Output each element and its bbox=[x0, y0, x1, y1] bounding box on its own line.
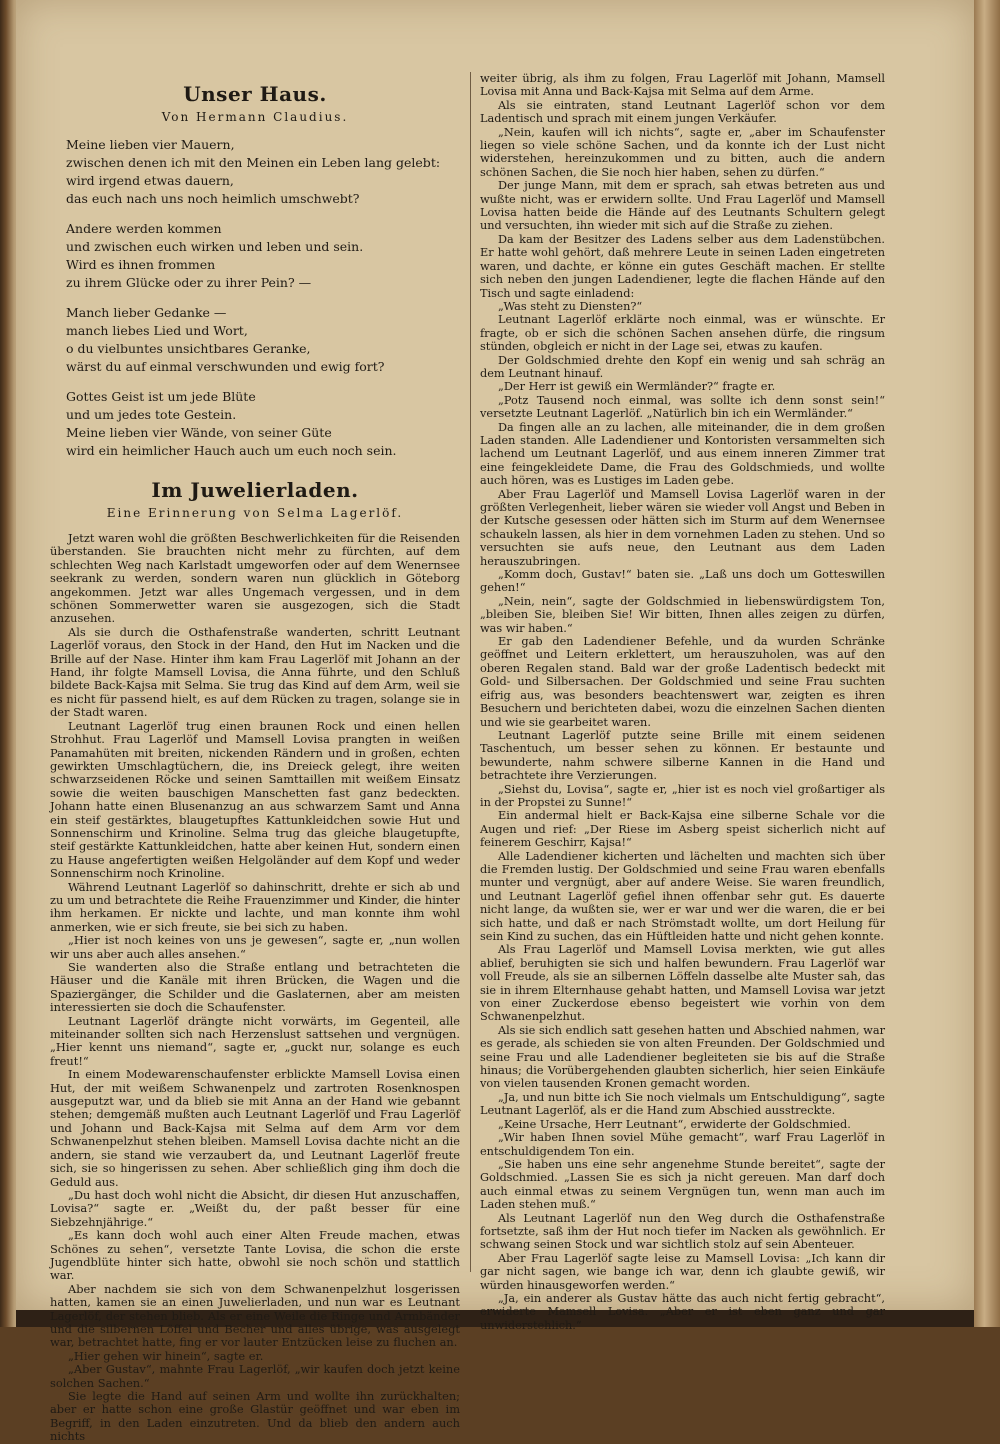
story-text-right bbox=[480, 72, 885, 1332]
story-paragraph: Aber Frau Lagerlöf und Mamsell Lovisa Lagerlöf waren in der größten Verlegenheit, lieber wären sie wieder voll Angst und Beben in der Kutsche gesessen oder hätten sich im Sturm auf dem Wenernsee schaukeln lassen, als hier in dem vornehmen Laden zu stehen. Und so versuchten sie aufs neue, den Leutnant aus dem Laden herauszubringen. bbox=[480, 487, 885, 568]
poem-line: Meine lieben vier Mauern, bbox=[66, 137, 235, 152]
poem-title: Unser Haus. bbox=[183, 82, 327, 106]
poem-line: manch liebes Lied und Wort, bbox=[66, 323, 248, 338]
poem-line: wärst du auf einmal verschwunden und ewig fort? bbox=[66, 359, 385, 374]
story-paragraph: In einem Modewarenschaufenster erblickte Mamsell Lovisa einen Hut, der mit weißem Schwanenpelz und zartroten Rosenknospen ausgeputzt war, und da blieb sie mit Anna an der Hand wie gebannt stehen; demgemäß mußten auch Leutnant Lagerlöf und Frau Lagerlöf und Johann und Back-Kajsa mit Selma auf dem Arm vor dem Schwanenpelzhut stehen bleiben. Mamsell Lovisa dachte nicht an die andern, sie stand wie verzaubert da, und Leutnant Lagerlöf freute sich, sie so hingerissen zu sehen. Aber schließlich ging ihm doch die Geduld aus. bbox=[50, 1067, 460, 1189]
story-paragraph: Der junge Mann, mit dem er sprach, sah etwas betreten aus und wußte nicht, was er erwidern sollte. Und Frau Lagerlöf und Mamsell Lovisa hatten beide die Hände auf des Leutnants Schultern gelegt und versuchten, ihn wieder mit sich auf die Straße zu ziehen. bbox=[480, 179, 885, 233]
story-paragraph: „Sie haben uns eine sehr angenehme Stunde bereitet“, sagte der Goldschmied. „Lassen Sie es sich ja nicht gereuen. Man darf doch auch einmal etwas zu seinem Vergnügen tun, wenn man auch im Laden stehen muß.“ bbox=[480, 1157, 885, 1212]
story-paragraph: „Der Herr ist gewiß ein Wermländer?“ fragte er. bbox=[498, 380, 776, 394]
poem-line: wird ein heimlicher Hauch auch um euch noch sein. bbox=[66, 443, 397, 458]
story-paragraph: Der Goldschmied drehte den Kopf ein wenig und sah schräg an dem Leutnant hinauf. bbox=[480, 353, 885, 380]
story-paragraph: Leutnant Lagerlöf putzte seine Brille mit einem seidenen Taschentuch, um besser sehen zu können. Er bestaunte und bewunderte, nahm schwere silberne Kannen in die Hand und betrachtete ihre Verzierungen. bbox=[480, 728, 885, 783]
poem-stanza bbox=[66, 388, 460, 460]
story-paragraph: Er gab den Ladendiener Befehle, und da wurden Schränke geöffnet und Leitern erklettert, um herauszuholen, was auf den oberen Regalen stand. Bald war der große Ladentisch bedeckt mit Gold- und Silbersachen. Der Goldschmied und seine Frau suchten eifrig aus, was besonders beachtenswert war, zeigten es ihren Besuchern und berichteten dabei, wozu die einzelnen Sachen dienten und wie sie gearbeitet waren. bbox=[480, 635, 885, 729]
story-paragraph: „Siehst du, Lovisa“, sagte er, „hier ist es noch viel großartiger als in der Propstei zu Sunne!“ bbox=[480, 782, 885, 809]
story-paragraph: weiter übrig, als ihm zu folgen, Frau Lagerlöf mit Johann, Mamsell Lovisa mit Anna und Back-Kajsa mit Selma auf dem Arme. bbox=[480, 72, 885, 99]
story-paragraph: Leutnant Lagerlöf trug einen braunen Rock und einen hellen Strohhut. Frau Lagerlöf und Mamsell Lovisa prangten in weißen Panamahüten mit breiten, nickenden Rändern und in großen, echten gewirkten Umschlagtüchern, die, ins Dreieck gelegt, ihre weiten schwarzseidenen Röcke und seinen Samttaillen mit weißem Einsatz sowie die weiten bauschigen Manschetten fast ganz bedeckten. Johann hatte einen Blusenanzug an aus schwarzem Samt und Anna ein steif gestärktes, blaugetupftes Kattunkleidchen sowie Hut und Sonnenschirm und Krinoline. Selma trug das gleiche blaugetupfte, steif gestärkte Kattunkleidchen, hatte aber keinen Hut, sondern einen zu Hause angefertigten weißen Helgoländer auf dem Kopf und weder Sonnenschirm noch Krinoline. bbox=[50, 718, 460, 881]
poem-line: zwischen denen ich mit den Meinen ein Leben lang gelebt: bbox=[66, 155, 441, 170]
poem-author: Von Hermann Claudius. bbox=[161, 110, 349, 124]
story-paragraph: Da kam der Besitzer des Ladens selber aus dem Ladenstübchen. Er hatte wohl gehört, daß mehrere Leute in seinen Laden eingetreten waren, und dachte, er könne ein gutes Geschäft machen. Er stellte sich neben den jungen Ladendiener, legte die flachen Hände auf den Tisch und sagte einladend: bbox=[480, 232, 885, 300]
page-edge-right bbox=[974, 0, 1000, 1327]
poem-line: wird irgend etwas dauern, bbox=[66, 173, 234, 188]
story-paragraph: „Keine Ursache, Herr Leutnant“, erwiderte der Goldschmied. bbox=[498, 1117, 851, 1131]
story-paragraph: Als sie eintraten, stand Leutnant Lagerlöf schon vor dem Ladentisch und sprach mit einem jungen Verkäufer. bbox=[480, 98, 885, 126]
story-paragraph: Aber nachdem sie sich von dem Schwanenpelzhut losgerissen hatten, kamen sie an einen Juwelierladen, und nun war es Leutnant Lagerlöf, der stehen blieb. Als er eine Weile die Ringe und Armbänder und die silbernen Löffel und Becher und alles übrige, was ausgelegt war, betrachtet hatte, fing er vor lauter Entzücken leise zu fluchen an. bbox=[50, 1281, 460, 1350]
poem-stanza bbox=[66, 136, 460, 208]
poem-line: Wird es ihnen frommen bbox=[66, 257, 216, 272]
story-paragraph: Als Frau Lagerlöf und Mamsell Lovisa merkten, wie gut alles ablief, beruhigten sie sich und halfen bewundern. Frau Lagerlöf war voll Freude, als sie an silbernen Löffeln dasselbe alte Muster sah, das sie in ihrem Elternhause gehabt hatten, und Mamsell Lovisa war jetzt von einer Zuckerdose ebenso begeistert wie vorhin von dem Schwanenpelzhut. bbox=[480, 943, 885, 1024]
story-title: Im Juwelierladen. bbox=[151, 478, 359, 502]
story-paragraph: „Es kann doch wohl auch einer Alten Freude machen, etwas Schönes zu sehen“, versetzte Tante Lovisa, die schon die erste Jugendblüte hinter sich hatte, obwohl sie noch schön und stattlich war. bbox=[50, 1228, 460, 1283]
story-paragraph: Leutnant Lagerlöf erklärte noch einmal, was er wünschte. Er fragte, ob er sich die schönen Sachen ansehen dürfe, die ringsum stünden, obgleich er nicht in der Lage sei, etwas zu kaufen. bbox=[480, 313, 885, 354]
poem-line: Manch lieber Gedanke — bbox=[66, 305, 227, 320]
story-paragraph: „Hier gehen wir hinein“, sagte er. bbox=[68, 1348, 264, 1363]
story-paragraph: „Nein, nein“, sagte der Goldschmied in liebenswürdigstem Ton, „bleiben Sie, bleiben Sie! Wir bitten, Ihnen alles zeigen zu dürfen, was wir haben.“ bbox=[480, 594, 885, 635]
story-paragraph: Alle Ladendiener kicherten und lächelten und machten sich über die Fremden lustig. Der Goldschmied und seine Frau waren ebenfalls munter und vergnügt, aber auf andere Weise. Sie waren freundlich, und Leutnant Lagerlöf gefiel ihnen offenbar sehr gut. Es dauerte nicht lange, da wußten sie, wer er war und wer die waren, die er bei sich hatte, und daß er nach Strömstadt wollte, um dort Heilung für sein Kind zu suchen, das ein Hüftleiden hatte und nicht gehen konnte. bbox=[480, 849, 885, 943]
story-paragraph: „Komm doch, Gustav!“ baten sie. „Laß uns doch um Gotteswillen gehen!“ bbox=[480, 568, 885, 595]
right-column bbox=[480, 72, 885, 1332]
story-paragraph: „Wir haben Ihnen soviel Mühe gemacht“, warf Frau Lagerlöf in entschuldigendem Ton ein. bbox=[480, 1131, 885, 1158]
story-paragraph: Leutnant Lagerlöf drängte nicht vorwärts, im Gegenteil, alle miteinander sollten sich nach Herzenslust sattsehen und vergnügen. „Hier kennt uns niemand“, sagte er, „guckt nur, solange es euch freut!“ bbox=[50, 1013, 460, 1068]
story-paragraph: Als Leutnant Lagerlöf nun den Weg durch die Osthafenstraße fortsetzte, saß ihm der Hut noch tiefer im Nacken als gewöhnlich. Er schwang seinen Stock und war sichtlich stolz auf sein Abenteuer. bbox=[480, 1211, 885, 1252]
story-paragraph: Jetzt waren wohl die größten Beschwerlichkeiten für die Reisenden überstanden. Sie brauchten nicht mehr zu fürchten, auf dem schlechten Weg nach Karlstadt umgeworfen oder auf dem Wenernsee seekrank zu werden, sondern waren nun glücklich in Göteborg angekommen. Jetzt war alles Ungemach vergessen, und in dem schönen Sommerwetter waren sie ausgezogen, sich die Stadt anzusehen. bbox=[50, 531, 460, 626]
poem-stanza bbox=[66, 304, 460, 376]
story-paragraph: Während Leutnant Lagerlöf so dahinschritt, drehte er sich ab und zu um und betrachtete die Reihe Frauenzimmer und Kinder, die hinter ihm herkamen. Er nickte und lachte, und man konnte ihm wohl anmerken, wie er sich freute, sie bei sich zu haben. bbox=[50, 879, 460, 934]
story-paragraph: „Potz Tausend noch einmal, was sollte ich denn sonst sein!“ versetzte Leutnant Lagerlöf. „Natürlich bin ich ein Wermländer.“ bbox=[480, 393, 885, 421]
poem-line: Gottes Geist ist um jede Blüte bbox=[66, 389, 256, 404]
poem-line: und zwischen euch wirken und leben und sein. bbox=[66, 239, 364, 254]
story-paragraph: „Was steht zu Diensten?“ bbox=[498, 299, 643, 313]
left-column bbox=[50, 72, 460, 1444]
column-divider bbox=[470, 72, 471, 1272]
poem-line: Andere werden kommen bbox=[66, 221, 222, 236]
story-paragraph: „Du hast doch wohl nicht die Absicht, dir diesen Hut anzuschaffen, Lovisa?“ sagte er. „Weißt du, der paßt besser für eine Siebzehnjährige.“ bbox=[50, 1187, 460, 1229]
story-paragraph: Da fingen alle an zu lachen, alle miteinander, die in dem großen Laden standen. Alle Ladendiener und Kontoristen versammelten sich lachend um Leutnant Lagerlöf, und aus einem inneren Zimmer trat eine feingekleidete Dame, die Frau des Goldschmieds, und wollte auch hören, was es Lustiges im Laden gebe. bbox=[480, 420, 885, 488]
poem-line: und um jedes tote Gestein. bbox=[66, 407, 237, 422]
story-paragraph: Aber Frau Lagerlöf sagte leise zu Mamsell Lovisa: „Ich kann dir gar nicht sagen, wie bange ich war, denn ich glaubte gewiß, wir würden hinausgeworfen werden.“ bbox=[480, 1251, 885, 1292]
poem-line: das euch nach uns noch heimlich umschwebt? bbox=[66, 191, 360, 206]
story-paragraph: Sie wanderten also die Straße entlang und betrachteten die Häuser und die Kanäle mit ihren Brücken, die Wagen und die Spaziergänger, die Schilder und die Gaslaternen, aber am meisten interessierten sie doch die Schaufenster. bbox=[50, 960, 460, 1015]
poem-line: Meine lieben vier Wände, von seiner Güte bbox=[66, 425, 332, 440]
poem-stanza bbox=[66, 220, 460, 292]
story-paragraph: Als sie sich endlich satt gesehen hatten und Abschied nahmen, war es gerade, als schieden sie von alten Freunden. Der Goldschmied und seine Frau und alle Ladendiener begleiteten sie bis auf die Straße hinaus; die Vorübergehenden glaubten sicherlich, hier seien Einkäufe von vielen tausenden Kronen gemacht worden. bbox=[480, 1023, 885, 1091]
story-paragraph: „Nein, kaufen will ich nichts“, sagte er, „aber im Schaufenster liegen so viele schöne Sachen, und da konnte ich der Lust nicht widerstehen, hereinzukommen und zu bitten, auch die andern schönen Sachen, die Sie noch hier haben, sehen zu dürfen.“ bbox=[480, 125, 885, 179]
story-paragraph: „Aber Gustav“, mahnte Frau Lagerlöf, „wir kaufen doch jetzt keine solchen Sachen.“ bbox=[50, 1362, 460, 1390]
poem-line: o du vielbuntes unsichtbares Geranke, bbox=[66, 341, 311, 356]
story-subtitle: Eine Erinnerung von Selma Lagerlöf. bbox=[106, 506, 404, 520]
story-paragraph: Sie legte die Hand auf seinen Arm und wollte ihn zurückhalten; aber er hatte schon eine große Glastür geöffnet und war eben im Begriff, in den Laden einzutreten. Und da blieb den andern auch nichts bbox=[50, 1389, 460, 1444]
poem-line: zu ihrem Glücke oder zu ihrer Pein? — bbox=[66, 275, 312, 290]
story-paragraph: Als sie durch die Osthafenstraße wanderten, schritt Leutnant Lagerlöf voraus, den Stock in der Hand, den Hut im Nacken und die Brille auf der Nase. Hinter ihm kam Frau Lagerlöf mit Johann an der Hand, ihr folgte Mamsell Lovisa, die Anna führte, und den Schluß bildete Back-Kajsa mit Selma. Sie trug das Kind auf dem Arm, weil sie es nicht für passend hielt, es auf dem Rücken zu tragen, solange sie in der Stadt waren. bbox=[50, 624, 460, 720]
story-paragraph: Ein andermal hielt er Back-Kajsa eine silberne Schale vor die Augen und rief: „Der Riese im Asberg speist sicherlich nicht auf feinerem Geschirr, Kajsa!“ bbox=[480, 809, 885, 850]
story-paragraph: „Hier ist noch keines von uns je gewesen“, sagte er, „nun wollen wir uns aber auch alles ansehen.“ bbox=[50, 933, 460, 961]
story-paragraph: „Ja, ein anderer als Gustav hätte das auch nicht fertig gebracht“, erwiderte Mamsell Lovisa. „Aber er ist eben ganz und gar unwiderstehlich.“ bbox=[480, 1291, 885, 1332]
story-paragraph: „Ja, und nun bitte ich Sie noch vielmals um Entschuldigung“, sagte Leutnant Lagerlöf, als er die Hand zum Abschied ausstreckte. bbox=[480, 1090, 885, 1118]
story-text-left bbox=[50, 532, 460, 1444]
